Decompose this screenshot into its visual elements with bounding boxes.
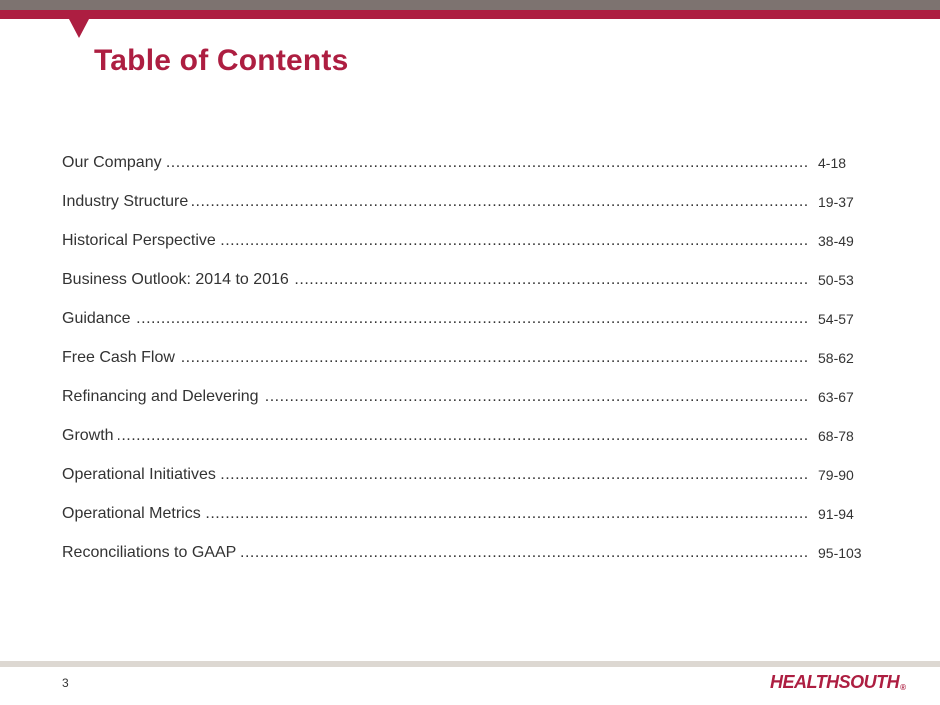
toc-pages: 95-103 [818, 545, 862, 561]
toc-label: Industry Structure [62, 193, 192, 210]
toc-label: Free Cash Flow [62, 349, 179, 366]
toc-label: Operational Initiatives [62, 466, 220, 483]
toc-row[interactable] [62, 503, 872, 527]
toc-label: Refinancing and Delevering [62, 388, 263, 405]
toc-row[interactable] [62, 347, 872, 371]
toc-pages: 63-67 [818, 389, 854, 405]
footer-bar [0, 661, 940, 667]
company-logo: HEALTHSOUTH® [770, 672, 906, 692]
toc-pages: 58-62 [818, 350, 854, 366]
toc-label: Guidance [62, 310, 135, 327]
toc-pages: 91-94 [818, 506, 854, 522]
toc-row[interactable] [62, 230, 872, 254]
toc-pages: 54-57 [818, 311, 854, 327]
header-gray-bar [0, 0, 940, 10]
toc-label: Our Company [62, 154, 166, 171]
toc-pages: 38-49 [818, 233, 854, 249]
toc-label: Reconciliations to GAAP [62, 544, 240, 561]
toc-pages: 50-53 [818, 272, 854, 288]
toc-pages: 79-90 [818, 467, 854, 483]
toc-pages: 4-18 [818, 155, 847, 171]
toc-row[interactable] [62, 425, 872, 449]
toc-label: Operational Metrics [62, 505, 205, 522]
toc-row[interactable] [62, 464, 872, 488]
toc-row[interactable] [62, 308, 872, 332]
header-notch [69, 19, 89, 38]
toc-label: Business Outlook: 2014 to 2016 [62, 271, 293, 288]
toc-label: Historical Perspective [62, 232, 220, 249]
toc-pages: 68-78 [818, 428, 854, 444]
toc-row[interactable] [62, 542, 872, 566]
toc-row[interactable] [62, 152, 872, 176]
toc-row[interactable] [62, 386, 872, 410]
page-title: Table of Contents [94, 44, 349, 77]
page-number: 3 [62, 676, 69, 690]
toc-row[interactable] [62, 191, 872, 215]
header-accent-bar [0, 10, 940, 19]
toc-label: Growth [62, 427, 118, 444]
toc-pages: 19-37 [818, 194, 854, 210]
toc-row[interactable] [62, 269, 872, 293]
